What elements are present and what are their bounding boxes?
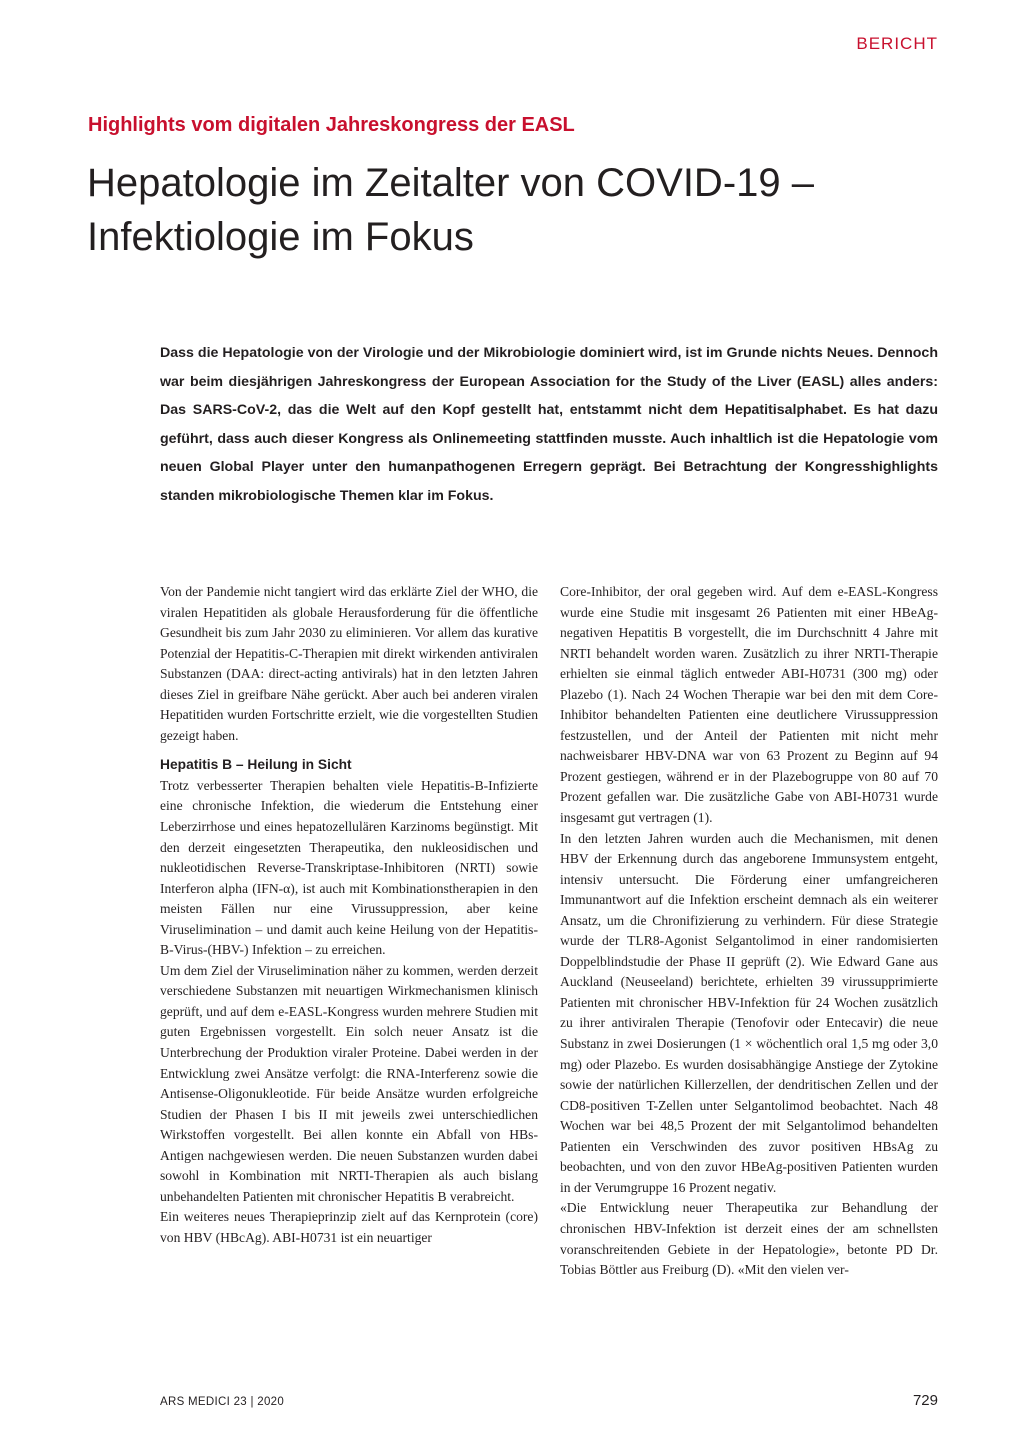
article-title — [87, 156, 947, 264]
left-column — [160, 582, 538, 1249]
title-line-1: Hepatologie im Zeitalter von COVID-19 – — [87, 161, 814, 205]
paragraph: In den letzten Jahren wurden auch die Mechanismen, mit denen HBV der Erkennung durch das angeborene Immunsystem entgeht, intensiv untersucht. Die Förderung einer umfangreicheren Immunantwort auf die Infektion erscheint demnach als ein weiterer Ansatz, um die Chronifizierung zu verhindern. Für diese Strategie wurde der TLR8-Agonist Selgantolimod in einer randomisierten Doppelblindstudie der Phase II geprüft (2). Wie Edward Gane aus Auckland (Neuseeland) berichtete, erhielten 39 virussupprimierte Patienten mit chronischer HBV-Infektion für 24 Wochen zusätzlich zu ihrer antiviralen Therapie (Tenofovir oder Entecavir) die neue Substanz in zwei Dosierungen (1 × wöchentlich oral 1,5 mg oder 3,0 mg) oder Plazebo. Es wurden dosisabhängige Anstiege der Zytokine sowie der natürlichen Killerzellen, der dendritischen Zellen und der CD8-positiven T-Zellen unter Selgantolimod beobachtet. Nach 48 Wochen war bei 48,5 Prozent der mit Selgantolimod behandelten Patienten ein Verschwinden des zuvor positiven HBsAg zu beobachten, und von den zuvor HBeAg-positiven Patienten wurden in der Verumgruppe 16 Prozent negativ. — [560, 830, 938, 1195]
section-label: BERICHT — [856, 34, 938, 53]
right-column — [560, 582, 938, 1281]
article-lead: Dass die Hepatologie von der Virologie und der Mikrobiologie dominiert wird, ist im Grunde nichts Neues. Dennoch war beim diesjährigen Jahreskongress der European Association for the Study of the Liver (EASL) alles anders: Das SARS-CoV-2, das die Welt auf den Kopf gestellt hat, entstammt nicht dem Hepatitisalphabet. Es hat dazu geführt, dass auch dieser Kongress als Onlinemeeting stattfinden musste. Auch inhaltlich ist die Hepatologie vom neuen Global Player unter den humanpathogenen Erregern geprägt. Bei Betrachtung der Kongresshighlights standen mikrobiologische Themen klar im Fokus. — [160, 345, 938, 504]
title-line-2: Infektiologie im Fokus — [87, 215, 474, 259]
paragraph: Core-Inhibitor, der oral gegeben wird. Auf dem e-EASL-Kongress wurde eine Studie mit insgesamt 26 Patienten mit einer HBeAg-negativen Hepatitis B vorgestellt, die im Durchschnitt 4 Jahre mit NRTI behandelt worden waren. Zusätzlich zu ihrer NRTI-Therapie erhielten sie einmal täglich entweder ABI-H0731 (300 mg) oder Plazebo (1). Nach 24 Wochen Therapie war bei den mit dem Core-Inhibitor behandelten Patienten eine deutlichere Virussuppression festzustellen, und der Anteil der Patienten mit nicht mehr nachweisbarer HBV-DNA war von 63 Prozent zu Beginn auf 94 Prozent gestiegen, während er in der Plazebogruppe von 80 auf 70 Prozent gefallen war. Die zusätzliche Gabe von ABI-H0731 wurde insgesamt gut vertragen (1). — [560, 584, 938, 826]
section-heading: Hepatitis B – Heilung in Sicht — [160, 757, 352, 773]
paragraph: Ein weiteres neues Therapieprinzip zielt auf das Kernprotein (core) von HBV (HBcAg). ABI-H0731 ist ein neuartiger — [160, 1209, 538, 1245]
paragraph: «Die Entwicklung neuer Therapeutika zur Behandlung der chronischen HBV-Infektion ist derzeit eines der am schnellsten voranschreitenden Gebiete in der Hepatologie», betonte PD Dr. Tobias Böttler aus Freiburg (D). «Mit den vielen ver- — [560, 1200, 938, 1278]
paragraph: Von der Pandemie nicht tangiert wird das erklärte Ziel der WHO, die viralen Hepatitiden als globale Herausforderung für die öffentliche Gesundheit bis zum Jahr 2030 zu eliminieren. Vor allem das kurative Potenzial der Hepatitis-C-Therapien mit direkt wirkenden antiviralen Substanzen (DAA: direct-acting antivirals) hat in den letzten Jahren dieses Ziel in greifbare Nähe gerückt. Aber auch bei anderen viralen Hepatitiden wurden Fortschritte erzielt, wie die vorgestellten Studien gezeigt haben. — [160, 584, 538, 743]
journal-footer: ARS MEDICI 23 | 2020 — [160, 1396, 285, 1408]
article-kicker: Highlights vom digitalen Jahreskongress der EASL — [88, 114, 575, 136]
paragraph: Um dem Ziel der Viruselimination näher zu kommen, werden derzeit verschiedene Substanzen mit neuartigen Wirkmechanismen klinisch geprüft, und auf dem e-EASL-Kongress wurden mehrere Studien mit guten Ergebnissen vorgestellt. Ein solch neuer Ansatz ist die Unterbrechung der Produktion viraler Proteine. Dabei werden in der Entwicklung zwei Ansätze verfolgt: die RNA-Interferenz sowie die Antisense-Oligonukleotide. Für beide Ansätze wurden erfolgreiche Studien der Phasen I bis II mit jeweils zwei unterschiedlichen Wirkstoffen vorgestellt. Bei allen konnte ein Abfall von HBs-Antigen nachgewiesen werden. Die neuen Substanzen wurden dabei sowohl in Kombination mit NRTI-Therapien als auch bislang unbehandelten Patienten mit chronischer Hepatitis B verabreicht. — [160, 962, 538, 1204]
paragraph: Trotz verbesserter Therapien behalten viele Hepatitis-B-Infizierte eine chronische Infektion, die wiederum die Entstehung einer Leberzirrhose und eines hepatozellulären Karzinoms begünstigt. Mit den derzeit eingesetzten Therapeutika, den nukleosidischen und nukleotidischen Reverse-Transkriptase-Inhibitoren (NRTI) sowie Interferon alpha (IFN-α), ist auch mit Kombinationstherapien in den meisten Fällen nur eine Virussuppression, aber keine Viruselimination – und damit auch keine Heilung von der Hepatitis-B-Virus-(HBV-) Infektion – zu erreichen. — [160, 777, 538, 958]
page-number: 729 — [912, 1392, 938, 1409]
